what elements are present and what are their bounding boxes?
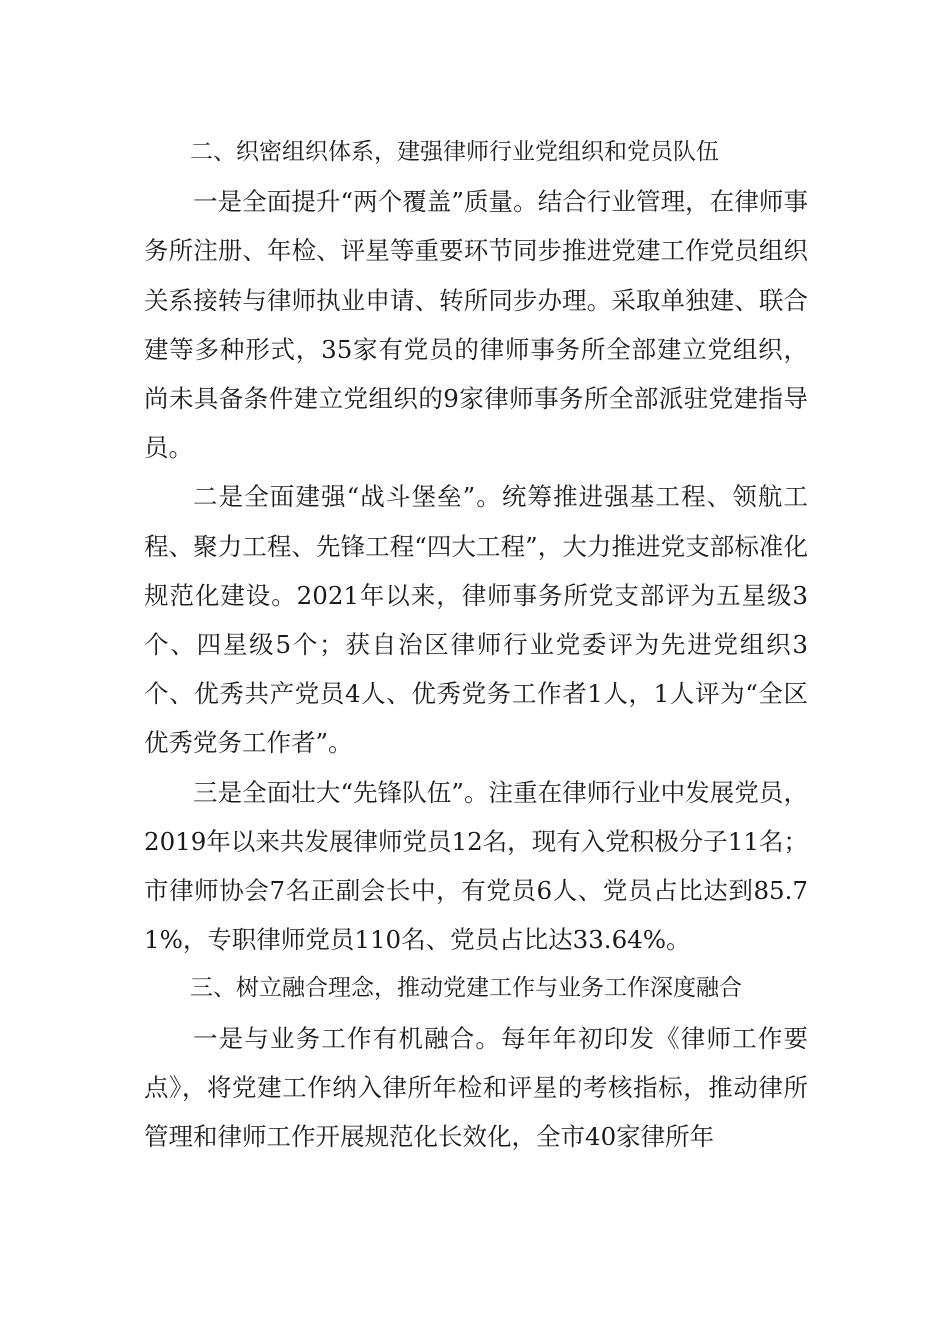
document-body bbox=[144, 128, 808, 1161]
paragraph-vanguard-team: 三是全面壮大“先锋队伍”。注重在律师行业中发展党员，2019年以来共发展律师党员12名，现有入党积极分子11名；市律师协会7名正副会长中，有党员6人、党员占比达到85.71%，专职律师党员110名、党员占比达33.64%。 bbox=[144, 777, 808, 955]
section-heading-2: 二、织密组织体系，建强律师行业党组织和党员队伍 bbox=[190, 139, 719, 165]
paragraph-business-integration: 一是与业务工作有机融合。每年年初印发《律师工作要点》，将党建工作纳入律所年检和评星的考核指标，推动律所管理和律师工作开展规范化长效化，全市40家律所年 bbox=[144, 1023, 808, 1152]
section-heading-3: 三、树立融合理念，推动党建工作与业务工作深度融合 bbox=[190, 975, 742, 1002]
paragraph-coverage-quality: 一是全面提升“两个覆盖”质量。结合行业管理，在律师事务所注册、年检、评星等重要环节同步推进党建工作党员组织关系接转与律师执业申请、转所同步办理。采取单独建、联合建等多种形式，35家有党员的律师事务所全部建立党组织，尚未具备条件建立党组织的9家律师事务所全部派驻党建指导员。 bbox=[144, 187, 808, 463]
paragraph-fighting-fortress: 二是全面建强“战斗堡垒”。统筹推进强基工程、领航工程、聚力工程、先锋工程“四大工程”，大力推进党支部标准化规范化建设。2021年以来，律师事务所党支部评为五星级3个、四星级5个；获自治区律师行业党委评为先进党组织3个、优秀共产党员4人、优秀党务工作者1人，1人评为“全区优秀党务工作者”。 bbox=[144, 482, 808, 758]
